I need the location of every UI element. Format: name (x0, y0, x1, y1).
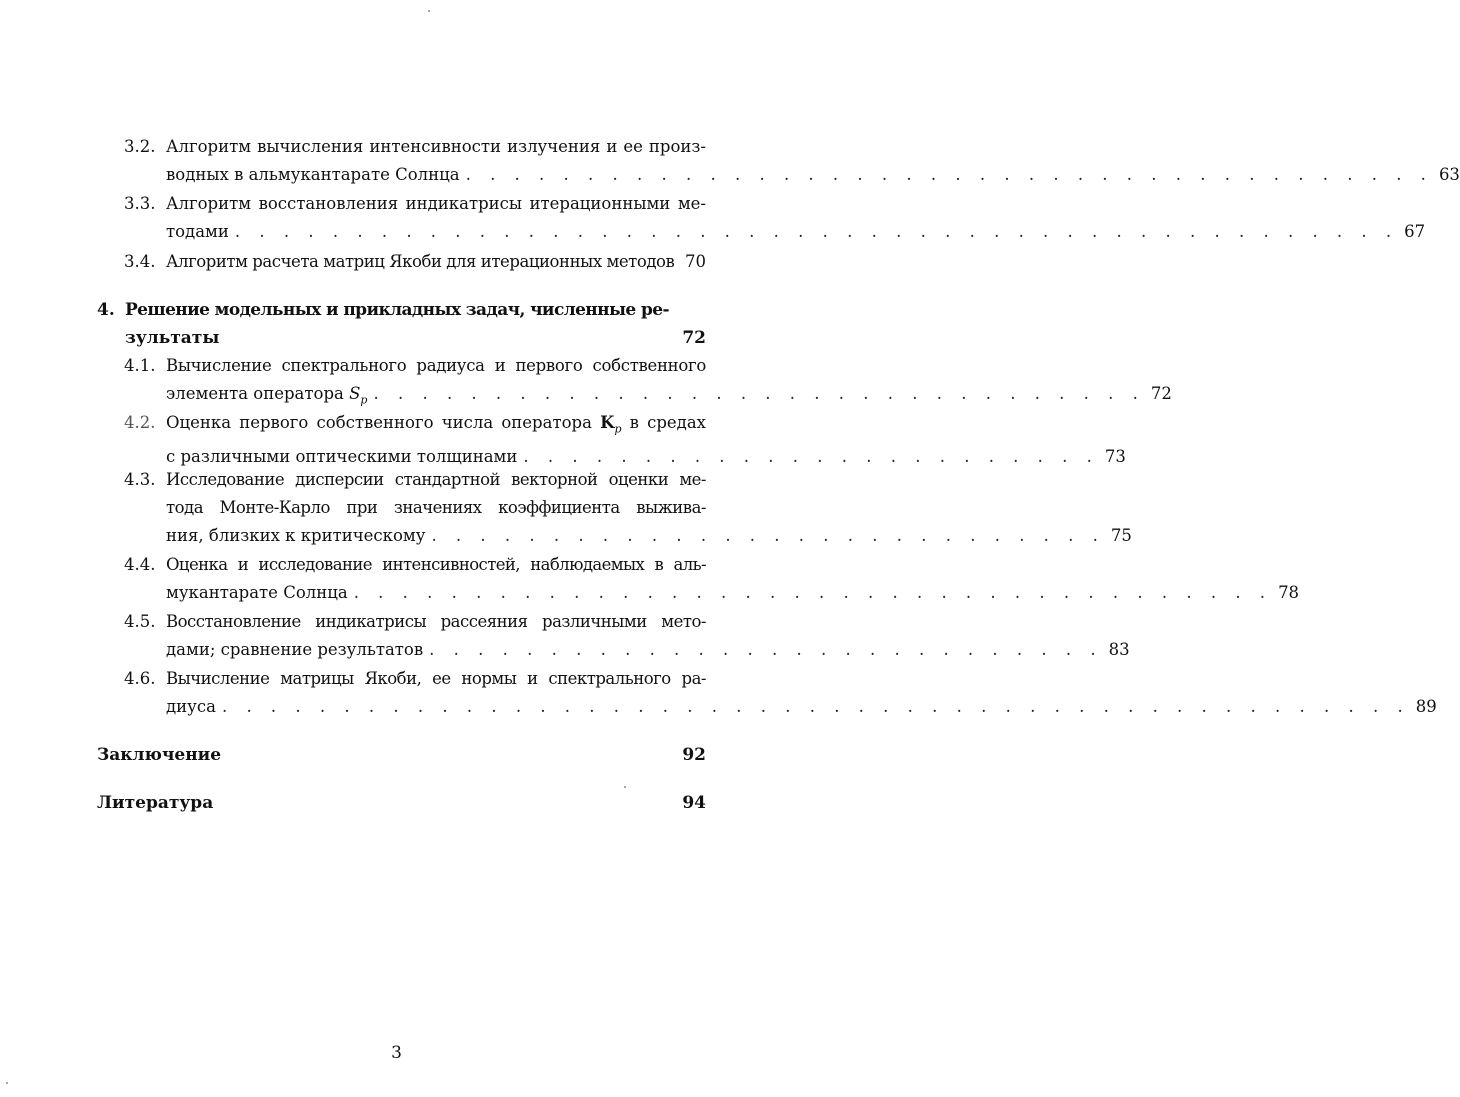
toc-entry-4-4 (124, 551, 1300, 607)
page-number: 89 (1415, 697, 1437, 716)
section-title-cont: тода Монте-Карло при значениях коэффициента выжива- (166, 498, 706, 517)
literature-title: Литература (97, 793, 214, 813)
toc-entry-3-2 (124, 133, 1460, 189)
section-title: Вычисление спектрального радиуса и первого собственного (166, 356, 706, 375)
scan-speck (428, 10, 430, 12)
section-number: 3.4. (124, 252, 156, 271)
chapter-title: Решение модельных и прикладных задач, численные ре- (125, 300, 669, 320)
page-number: 63 (1438, 165, 1460, 184)
section-title-cont: дами; сравнение результатов (166, 640, 424, 659)
section-title-cont: мукантарате Солнца (166, 583, 348, 602)
leader-dots: . . . . . . . . . . . . . . . . . . . . . . . . . . . . . . . . . . . . . . . . . . . . . . . . (234, 222, 1399, 241)
conclusion-title: Заключение (97, 745, 222, 765)
leader-dots: . . . . . . . . . . . . . . . . . . . . . . . . . . . . . . . . . . . . . . . . . . . . . . . . . (221, 697, 1410, 716)
section-title: Исследование дисперсии стандартной векторной оценки ме- (166, 470, 706, 489)
page-number: 83 (1108, 640, 1130, 659)
leader-dots: . . . . . . . . . . . . . . . . . . . . . . . . (523, 447, 1099, 467)
leader-dots: . . . . . . . . . . . . . . . . . . . . . . . . . . . . . . . . (373, 384, 1145, 403)
section-title: Оценка первого собственного числа оператора $K_p$ в средах (166, 413, 706, 436)
page-number: 72 (682, 328, 706, 348)
section-title: Вычисление матрицы Якоби, ее нормы и спектрального ра- (166, 669, 706, 688)
operator-symbol: S (349, 384, 361, 403)
section-number: 4.1. (124, 356, 156, 375)
section-title: Алгоритм расчета матриц Якоби для итерационных методов (166, 252, 675, 271)
section-title-cont: водных в альмукантарате Солнца (166, 165, 460, 184)
toc-entry-4-1 (124, 352, 1172, 414)
section-title: Оценка и исследование интенсивностей, наблюдаемых в аль- (166, 555, 706, 574)
section-number: 3.3. (124, 194, 156, 213)
toc-entry-4-5 (124, 608, 1130, 664)
operator-symbol: K (600, 413, 615, 432)
section-number: 4.5. (124, 612, 156, 631)
page-number: 94 (682, 793, 706, 813)
toc-entry-4-3 (124, 466, 1132, 550)
page-number: 73 (1104, 447, 1126, 467)
section-number: 4.4. (124, 555, 156, 574)
scan-speck (6, 1082, 8, 1084)
toc-entry-3-3 (124, 190, 1426, 246)
page-number: 67 (1404, 222, 1426, 241)
page-number: 70 (685, 252, 706, 271)
chapter-title-cont: зультаты (125, 328, 220, 348)
section-title-cont: тодами (166, 222, 229, 241)
toc-entry-4-2 (124, 409, 1126, 471)
section-number: 4.6. (124, 669, 156, 688)
scan-speck (624, 786, 626, 788)
page-folio: 3 (391, 1043, 402, 1063)
page-number: 75 (1110, 526, 1132, 545)
leader-dots: . . . . . . . . . . . . . . . . . . . . . . . . . . . . . . . . . . . . . . (353, 583, 1273, 602)
section-title: Алгоритм восстановления индикатрисы итерационными ме- (166, 194, 706, 213)
section-title-cont: элемента оператора $S_p$ (166, 384, 368, 407)
toc-chapter-4 (97, 296, 706, 352)
section-title-cont: ния, близких к критическому (166, 526, 426, 545)
page-number: 92 (682, 745, 706, 765)
section-number: 4.2. (124, 413, 156, 432)
leader-dots: . . . . . . . . . . . . . . . . . . . . . . . . . . . . . . . . . . . . . . . . (465, 165, 1433, 184)
toc-entry-3-4 (124, 248, 706, 276)
leader-dots: . . . . . . . . . . . . . . . . . . . . . . . . . . . . (431, 526, 1105, 545)
section-title: Алгоритм вычисления интенсивности излучения и ее произ- (166, 137, 706, 156)
section-title: Восстановление индикатрисы рассеяния различными мето- (166, 612, 706, 631)
chapter-number: 4. (97, 300, 115, 320)
page-number: 78 (1278, 583, 1300, 602)
toc-literature (97, 789, 706, 817)
page-number: 72 (1150, 384, 1172, 403)
section-title-cont: диуса (166, 697, 216, 716)
toc-entry-4-6 (124, 665, 1437, 721)
toc-conclusion (97, 741, 706, 769)
leader-dots: . . . . . . . . . . . . . . . . . . . . . . . . . . . . (429, 640, 1103, 659)
section-title-cont: с различными оптическими толщинами (166, 447, 518, 467)
section-number: 3.2. (124, 137, 156, 156)
section-number: 4.3. (124, 470, 156, 489)
